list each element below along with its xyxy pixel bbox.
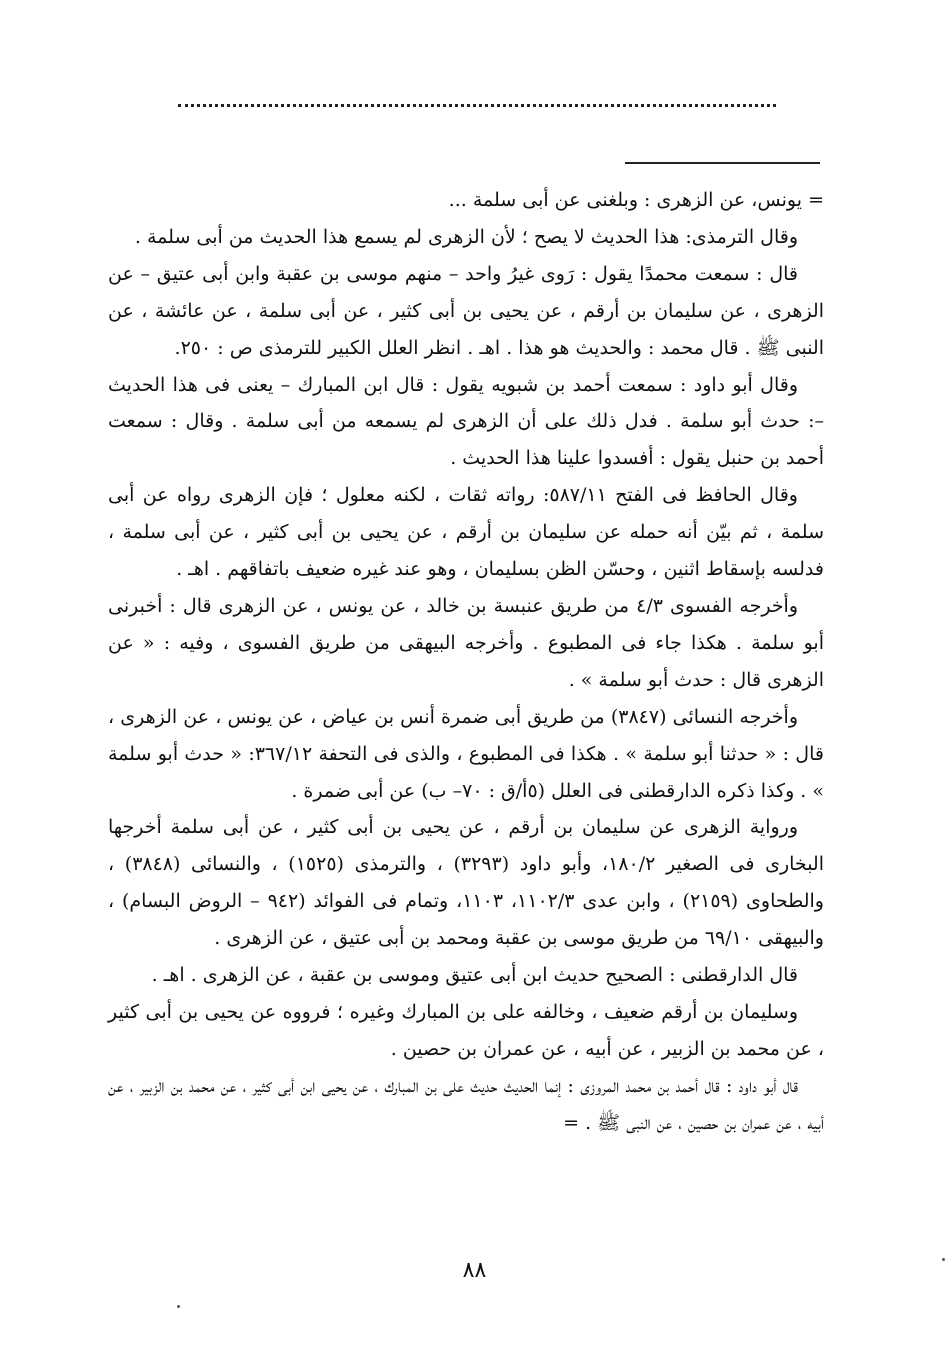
paragraph-10: وسليمان بن أرقم ضعيف ، وخالفه على بن المبارك وغيره ؛ فرووه عن يحيى بن أبى كثير ، عن محمد بن الزبير ، عن أبيه ، عن عمران بن حصين .	[108, 1000, 824, 1060]
footnote-rule	[625, 162, 820, 164]
paragraph-5: وقال الحافظ فى الفتح ٥٨٧/١١: رواته ثقات ، لكنه معلول ؛ فإن الزهرى رواه عن أبى سلمة ، ثم بيّن أنه حمله عن سليمان بن أرقم ، عن يحيى بن أبى كثير ، عن أبى سلمة ، فدلسه بإسقاط اثنين ، وحسّن الظن بسليمان ، وهو عند غيره ضعيف باتفاقهم . اهـ .	[108, 484, 824, 581]
paragraph-8: ورواية الزهرى عن سليمان بن أرقم ، عن يحيى بن أبى كثير ، عن أبى سلمة أخرجها البخارى فى الصغير ١٨٠/٢، وأبو داود (٣٢٩٣) ، والترمذى (١٥٢٥) ، والنسائى (٣٨٤٨) ، والطحاوى (٢١٥٩) ، وابن عدى ١١٠٢/٣، ١١٠٣، وتمام فى الفوائد (٩٤٢ – الروض البسام) ، والبيهقى ٦٩/١٠ من طريق موسى بن عقبة ومحمد بن أبى عتيق ، عن الزهرى .	[108, 816, 824, 950]
scan-speck	[177, 1305, 180, 1308]
paragraph-1: = يونس، عن الزهرى : وبلغنى عن أبى سلمة ...	[448, 189, 824, 211]
page-number: ٨٨	[462, 1258, 487, 1283]
paragraph-2: وقال الترمذى: هذا الحديث لا يصح ؛ لأن الزهرى لم يسمع هذا الحديث من أبى سلمة .	[134, 225, 798, 248]
paragraph-4: وقال أبو داود : سمعت أحمد بن شبويه يقول : قال ابن المبارك – يعنى فى هذا الحديث –: حدث أبو سلمة . فدل ذلك على أن الزهرى لم يسمعه من أبى سلمة . وقال : سمعت أحمد بن حنبل يقول : أفسدوا علينا هذا الحديث .	[108, 373, 824, 470]
paragraph-6: وأخرجه الفسوى ٤/٣ من طريق عنبسة بن خالد ، عن يونس ، عن الزهرى قال : أخبرنى أبو سلمة . هكذا جاء فى المطبوع . وأخرجه البيهقى من طريق الفسوى ، وفيه : « عن الزهرى قال : حدث أبو سلمة » .	[108, 594, 824, 691]
scan-speck	[942, 1258, 945, 1261]
footnote-text	[108, 182, 824, 1142]
dotted-separator	[178, 104, 776, 107]
paragraph-3: قال : سمعت محمدًا يقول : رَوى غيرُ واحد – منهم موسى بن عقبة وابن أبى عتيق – عن الزهرى ، عن سليمان بن أرقم ، عن يحيى بن أبى كثير ، عن أبى سلمة ، عن عائشة ، عن النبى ﷺ . قال محمد : والحديث هو هذا . اهـ . انظر العلل الكبير للترمذى ص : ٢٥٠.	[108, 262, 824, 359]
paragraph-11: قال أبو داود : قال أحمد بن محمد المروزى : إنما الحديث حديث على بن المبارك ، عن يحيى ابن أبى كثير ، عن محمد بن الزبير ، عن أبيه ، عن عمران بن حصين ، عن النبى ﷺ . =	[108, 1074, 824, 1134]
paragraph-7: وأخرجه النسائى (٣٨٤٧) من طريق أبى ضمرة أنس بن عياض ، عن يونس ، عن الزهرى ، قال : « حدثنا أبو سلمة » . هكذا فى المطبوع ، والذى فى التحفة ٣٦٧/١٢: « حدث أبو سلمة » . وكذا ذكره الدارقطنى فى العلل (٥أ/ق : ٧٠– ب) عن أبى ضمرة .	[108, 705, 824, 802]
paragraph-9: قال الدارقطنى : الصحيح حديث ابن أبى عتيق وموسى بن عقبة ، عن الزهرى . اهـ .	[151, 964, 798, 987]
